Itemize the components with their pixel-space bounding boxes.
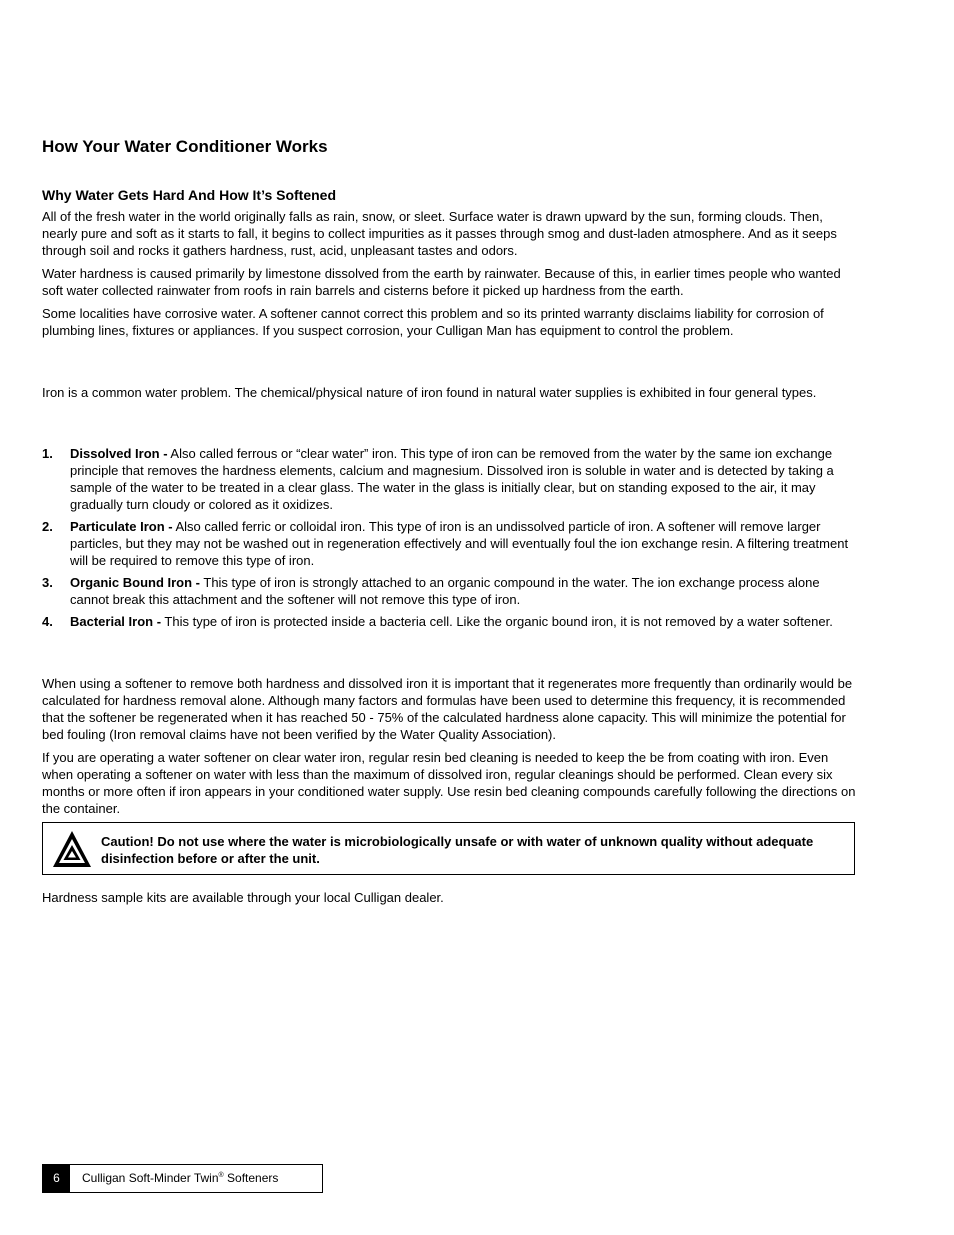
iron-intro xyxy=(42,384,858,407)
list-number: 3. xyxy=(42,575,53,590)
list-text: Also called ferrous or “clear water” iron. This type of iron can be removed from the water by the same ion exchange principle that removes the hardness elements, calcium and magnesium. Dissolved iron is soluble in water and is detected by taking a sample of the water to be treated in a clear glass. The water in the glass is initially clear, but on standing exposed to the air, it may gradually turn cloudy or colored as it oxidizes. xyxy=(70,446,834,512)
registered-mark: ® xyxy=(218,1172,224,1179)
list-number: 2. xyxy=(42,519,53,534)
regeneration-section xyxy=(42,675,858,823)
paragraph: When using a softener to remove both hardness and dissolved iron it is important that it regenerates more frequently than ordinarily would be calculated for hardness removal alone. Although many factors and formulas have been used to determine this frequency, it is recommended that the softener be regenerated when it has reached 50 - 75% of the calculated hardness alone capacity. This will minimize the potential for bed fouling (Iron removal claims have not been verified by the Water Quality Association). xyxy=(42,676,853,742)
list-term: Bacterial Iron - xyxy=(70,614,162,629)
list-text: This type of iron is strongly attached to an organic compound in the water. The ion exchange process alone cannot break this attachment and the softener will not remove this type of iron. xyxy=(70,575,820,607)
footer-product: Culligan Soft-Minder Twin xyxy=(82,1171,219,1185)
list-term: Dissolved Iron - xyxy=(70,446,168,461)
list-item xyxy=(42,613,858,630)
page-number: 6 xyxy=(43,1165,70,1192)
warning-triangle-icon xyxy=(51,829,93,869)
iron-types-list-block xyxy=(42,445,858,635)
paragraph: Hardness sample kits are available through your local Culligan dealer. xyxy=(42,890,444,905)
paragraph: If you are operating a water softener on clear water iron, regular resin bed cleaning is needed to keep the be from coating with iron. Even when operating a softener on water with less than the maximum of dissolved iron, regular cleanings should be performed. Clean every six months or more often if iron appears in your conditioned water supply. Use resin bed cleaning compounds carefully following the directions on the container. xyxy=(42,750,856,816)
paragraph: Iron is a common water problem. The chemical/physical nature of iron found in natural water supplies is exhibited in four general types. xyxy=(42,385,817,400)
paragraph: Water hardness is caused primarily by limestone dissolved from the earth by rainwater. Because of this, in earlier times people who wanted soft water collected rainwater from roofs in rain barrels and cisterns before it picked up hardness from the earth. xyxy=(42,266,841,298)
list-item xyxy=(42,518,858,569)
list-text: Also called ferric or colloidal iron. This type of iron is an undissolved particle of iron. A softener will remove larger particles, but they may not be washed out in regeneration effectively and will eventually foul the ion exchange resin. A filtering treatment will be required to remove this type of iron. xyxy=(70,519,849,568)
list-number: 1. xyxy=(42,446,53,461)
paragraph: All of the fresh water in the world originally falls as rain, snow, or sleet. Surface water is drawn upward by the sun, forming clouds. Then, nearly pure and soft as it starts to fall, it begins to collect impurities as it passes through smog and dust-laden atmosphere. And as it seeps through soil and rocks it gathers hardness, rust, acid, unpleasant tastes and odors. xyxy=(42,209,837,258)
list-term: Organic Bound Iron - xyxy=(70,575,200,590)
list-item xyxy=(42,445,858,513)
caution-text: Caution! Do not use where the water is microbiologically unsafe or with water of unknown quality without adequate disinfection before or after the unit. xyxy=(101,834,814,866)
list-text: This type of iron is protected inside a bacteria cell. Like the organic bound iron, it is not removed by a water softener. xyxy=(161,614,833,629)
list-number: 4. xyxy=(42,614,53,629)
page-heading: How Your Water Conditioner Works xyxy=(42,137,328,156)
footer-title xyxy=(82,1165,278,1192)
list-term: Particulate Iron - xyxy=(70,519,173,534)
paragraph: Some localities have corrosive water. A softener cannot correct this problem and so its printed warranty disclaims liability for corrosion of plumbing lines, fixtures or appliances. If you suspect corrosion, your Culligan Man has equipment to control the problem. xyxy=(42,306,824,338)
footer-suffix: Softeners xyxy=(223,1171,279,1185)
section-subheading: Why Water Gets Hard And How It’s Softened xyxy=(42,187,337,203)
list-item xyxy=(42,574,858,608)
iron-types-list xyxy=(42,445,858,630)
caution-box xyxy=(42,822,855,875)
hardness-section xyxy=(42,186,858,345)
closing-section xyxy=(42,889,858,912)
page-footer xyxy=(42,1164,323,1193)
